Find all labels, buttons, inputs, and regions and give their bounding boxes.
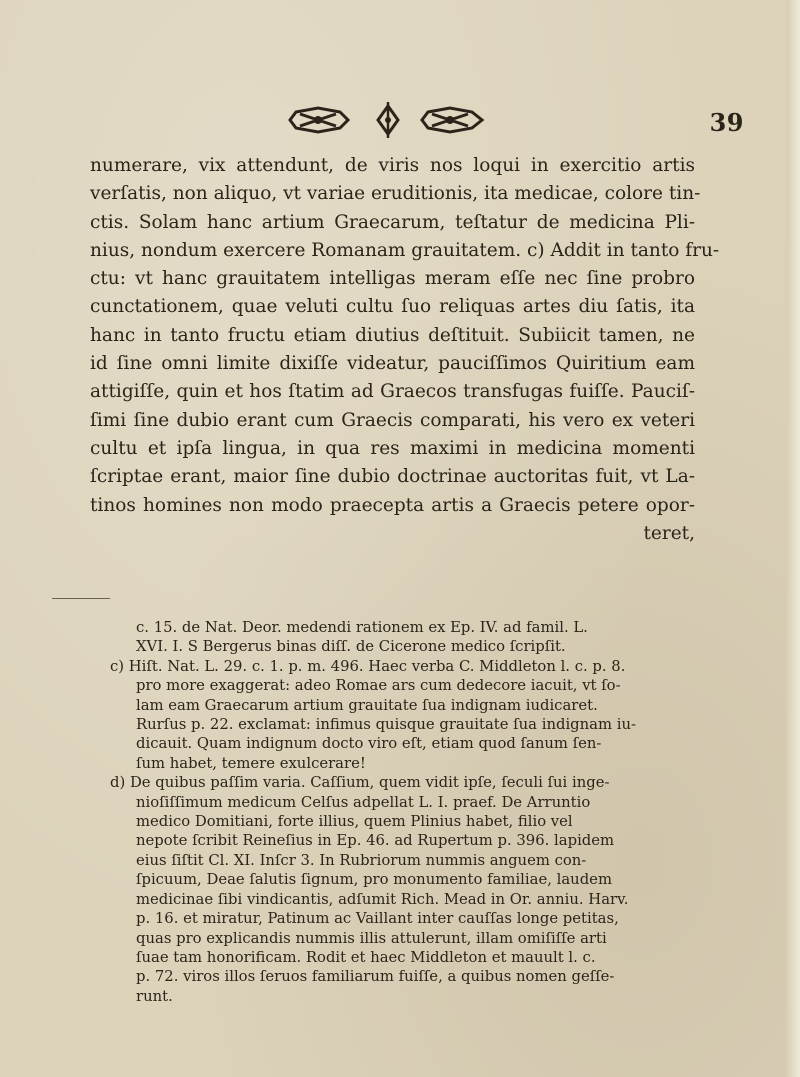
- page-edge: [786, 0, 800, 1077]
- footnote-line: nioſiſſimum medicum Celſus adpellat L. I. praef. De Arruntio: [136, 793, 591, 811]
- footnote-line: Rurſus p. 22. exclamat: infimus quisque grauitate ſua indignam iu-: [136, 716, 636, 734]
- main-text: [90, 152, 720, 548]
- footnote-line: medicinae ſibi vindicantis, adſumit Rich. Mead in Or. anniu. Harv.: [136, 890, 629, 908]
- footnote-divider: [52, 598, 110, 599]
- catchword: teret,: [643, 522, 695, 544]
- footnote-line: lam eam Graecarum artium grauitate ſua indignam iudicaret.: [136, 696, 598, 714]
- text-line: hanc in tanto fructu etiam diutius deſtituit. Subiicit tamen, ne: [90, 324, 695, 346]
- footnote-line: eius ſiſtit Cl. XI. Inſcr 3. In Rubriorum nummis anguem con-: [136, 851, 587, 869]
- text-line: ctis. Solam hanc artium Graecarum, teſtatur de medicina Pli-: [90, 211, 695, 233]
- footnote-line: c. 15. de Nat. Deor. medendi rationem ex Ep. IV. ad famil. L.: [136, 619, 588, 636]
- footnote-line: ſuae tam honorificam. Rodit et haec Middleton et mauult l. c.: [136, 948, 596, 966]
- footnote-line: runt.: [136, 987, 173, 1005]
- text-line: attigiſſe, quin et hos ſtatim ad Graecos transfugas fuiſſe. Pauciſ-: [90, 381, 695, 403]
- footnote-line: quas pro explicandis nummis illis attulerunt, illam omiſiſſe arti: [136, 929, 607, 947]
- footnote-line: p. 72. viros illos ſeruos familiarum fuiſſe, a quibus nomen geſſe-: [136, 968, 615, 986]
- footnote-line: medico Domitiani, forte illius, quem Plinius habet, filio vel: [136, 813, 573, 831]
- text-line: tinos homines non modo praecepta artis a Graecis petere opor-: [90, 494, 695, 516]
- text-line: ctu: vt hanc grauitatem intelligas meram eſſe nec ſine probro: [90, 268, 695, 290]
- text-line: cultu et ipſa lingua, in qua res maximi in medicina momenti: [90, 437, 695, 459]
- footnote-line: XVI. I. S Bergerus binas diſſ. de Cicerone medico ſcripſit.: [136, 638, 566, 656]
- footnote-line: nepote ſcribit Reineſius in Ep. 46. ad Rupertum p. 396. lapidem: [136, 832, 615, 850]
- footnote-line: dicauit. Quam indignum docto viro eſt, etiam quod ſanum ſen-: [136, 735, 602, 753]
- text-line: nius, nondum exercere Romanam grauitatem. c) Addit in tanto fru-: [90, 239, 720, 261]
- text-line: numerare, vix attendunt, de viris nos loqui in exercitio artis: [90, 155, 695, 176]
- text-line: ſcriptae erant, maior ſine dubio doctrinae auctoritas fuit, vt La-: [90, 466, 695, 488]
- page-number: 39: [709, 108, 744, 137]
- text-line: verſatis, non aliquo, vt variae eruditionis, ita medicae, colore tin-: [90, 183, 701, 205]
- footnote-line: pro more exaggerat: adeo Romae ars cum dedecore iacuit, vt ſo-: [136, 677, 621, 695]
- printers-ornament-icon: [288, 102, 488, 138]
- page-header: [0, 96, 800, 144]
- footnote-line: d) De quibus paſſim varia. Caſſium, quem vidit ipſe, ſeculi ſui inge-: [110, 774, 610, 792]
- text-line: ſimi ſine dubio erant cum Graecis comparati, his vero ex veteri: [90, 409, 695, 431]
- footnotes: [110, 618, 698, 1006]
- footnote-line: c) Hiſt. Nat. L. 29. c. 1. p. m. 496. Haec verba C. Middleton l. c. p. 8.: [110, 657, 626, 675]
- text-line: id ſine omni limite dixiſſe videatur, pauciſſimos Quiritium eam: [90, 353, 695, 375]
- footnote-line: ſum habet, temere exulcerare!: [136, 754, 366, 772]
- text-line: cunctationem, quae veluti cultu ſuo reliquas artes diu ſatis, ita: [90, 296, 695, 318]
- footnote-line: p. 16. et miratur, Patinum ac Vaillant inter cauſſas longe petitas,: [136, 910, 619, 928]
- footnote-line: ſpicuum, Deae ſalutis ſignum, pro monumento familiae, laudem: [136, 871, 612, 889]
